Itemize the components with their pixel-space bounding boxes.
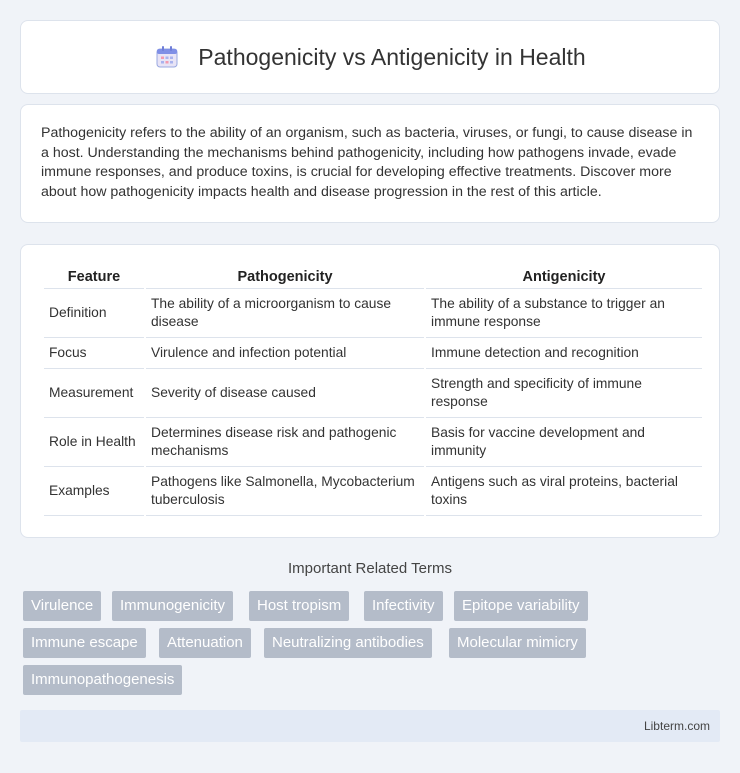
row-pathogenicity: Pathogens like Salmonella, Mycobacterium tuberculosis [146, 467, 424, 516]
page-title: Pathogenicity vs Antigenicity in Health [198, 43, 586, 70]
term-tag-host-tropism[interactable]: Host tropism [249, 591, 349, 621]
row-feature: Measurement [44, 369, 144, 418]
row-antigenicity: Immune detection and recognition [426, 338, 702, 369]
footer-brand[interactable]: Libterm.com [643, 719, 710, 733]
term-tag-molecular-mimicry[interactable]: Molecular mimicry [449, 628, 586, 658]
footer [20, 710, 720, 742]
table-row [44, 289, 702, 338]
row-antigenicity: Basis for vaccine development and immunity [426, 418, 702, 467]
table-row [44, 369, 702, 418]
header-card [20, 20, 720, 94]
row-antigenicity: Strength and specificity of immune response [426, 369, 702, 418]
row-pathogenicity: Severity of disease caused [146, 369, 424, 418]
table-row [44, 467, 702, 516]
row-antigenicity: Antigens such as viral proteins, bacterial toxins [426, 467, 702, 516]
header-feature: Feature [44, 265, 144, 289]
term-tag-virulence[interactable]: Virulence [23, 591, 101, 621]
row-antigenicity: The ability of a substance to trigger an immune response [426, 289, 702, 338]
term-tag-immunopathogenesis[interactable]: Immunopathogenesis [23, 665, 182, 695]
comparison-table [42, 265, 704, 516]
row-feature: Examples [44, 467, 144, 516]
calendar-icon [154, 44, 180, 70]
intro-text: Pathogenicity refers to the ability of an organism, such as bacteria, viruses, or fungi, to cause disease in a host. Understanding the mechanisms behind pathogenicity, including how pathogens invade, evade immune responses, and produce toxins, is crucial for developing effective treatments. Discover more about how pathogenicity impacts health and disease progression in the rest of this article. [41, 125, 693, 200]
table-row [44, 418, 702, 467]
row-pathogenicity: Virulence and infection potential [146, 338, 424, 369]
row-feature: Role in Health [44, 418, 144, 467]
header-pathogenicity: Pathogenicity [146, 265, 424, 289]
term-tag-epitope-variability[interactable]: Epitope variability [454, 591, 588, 621]
row-pathogenicity: Determines disease risk and pathogenic mechanisms [146, 418, 424, 467]
related-terms-title: Important Related Terms [288, 560, 452, 577]
term-tag-neutralizing-antibodies[interactable]: Neutralizing antibodies [264, 628, 432, 658]
table-header-row [44, 265, 702, 289]
table-row [44, 338, 702, 369]
row-pathogenicity: The ability of a microorganism to cause disease [146, 289, 424, 338]
term-tag-infectivity[interactable]: Infectivity [364, 591, 443, 621]
intro-card [20, 104, 720, 223]
term-tag-immune-escape[interactable]: Immune escape [23, 628, 146, 658]
header-antigenicity: Antigenicity [426, 265, 702, 289]
term-tag-attenuation[interactable]: Attenuation [159, 628, 251, 658]
comparison-card [20, 244, 720, 538]
row-feature: Focus [44, 338, 144, 369]
row-feature: Definition [44, 289, 144, 338]
term-tag-immunogenicity[interactable]: Immunogenicity [112, 591, 233, 621]
